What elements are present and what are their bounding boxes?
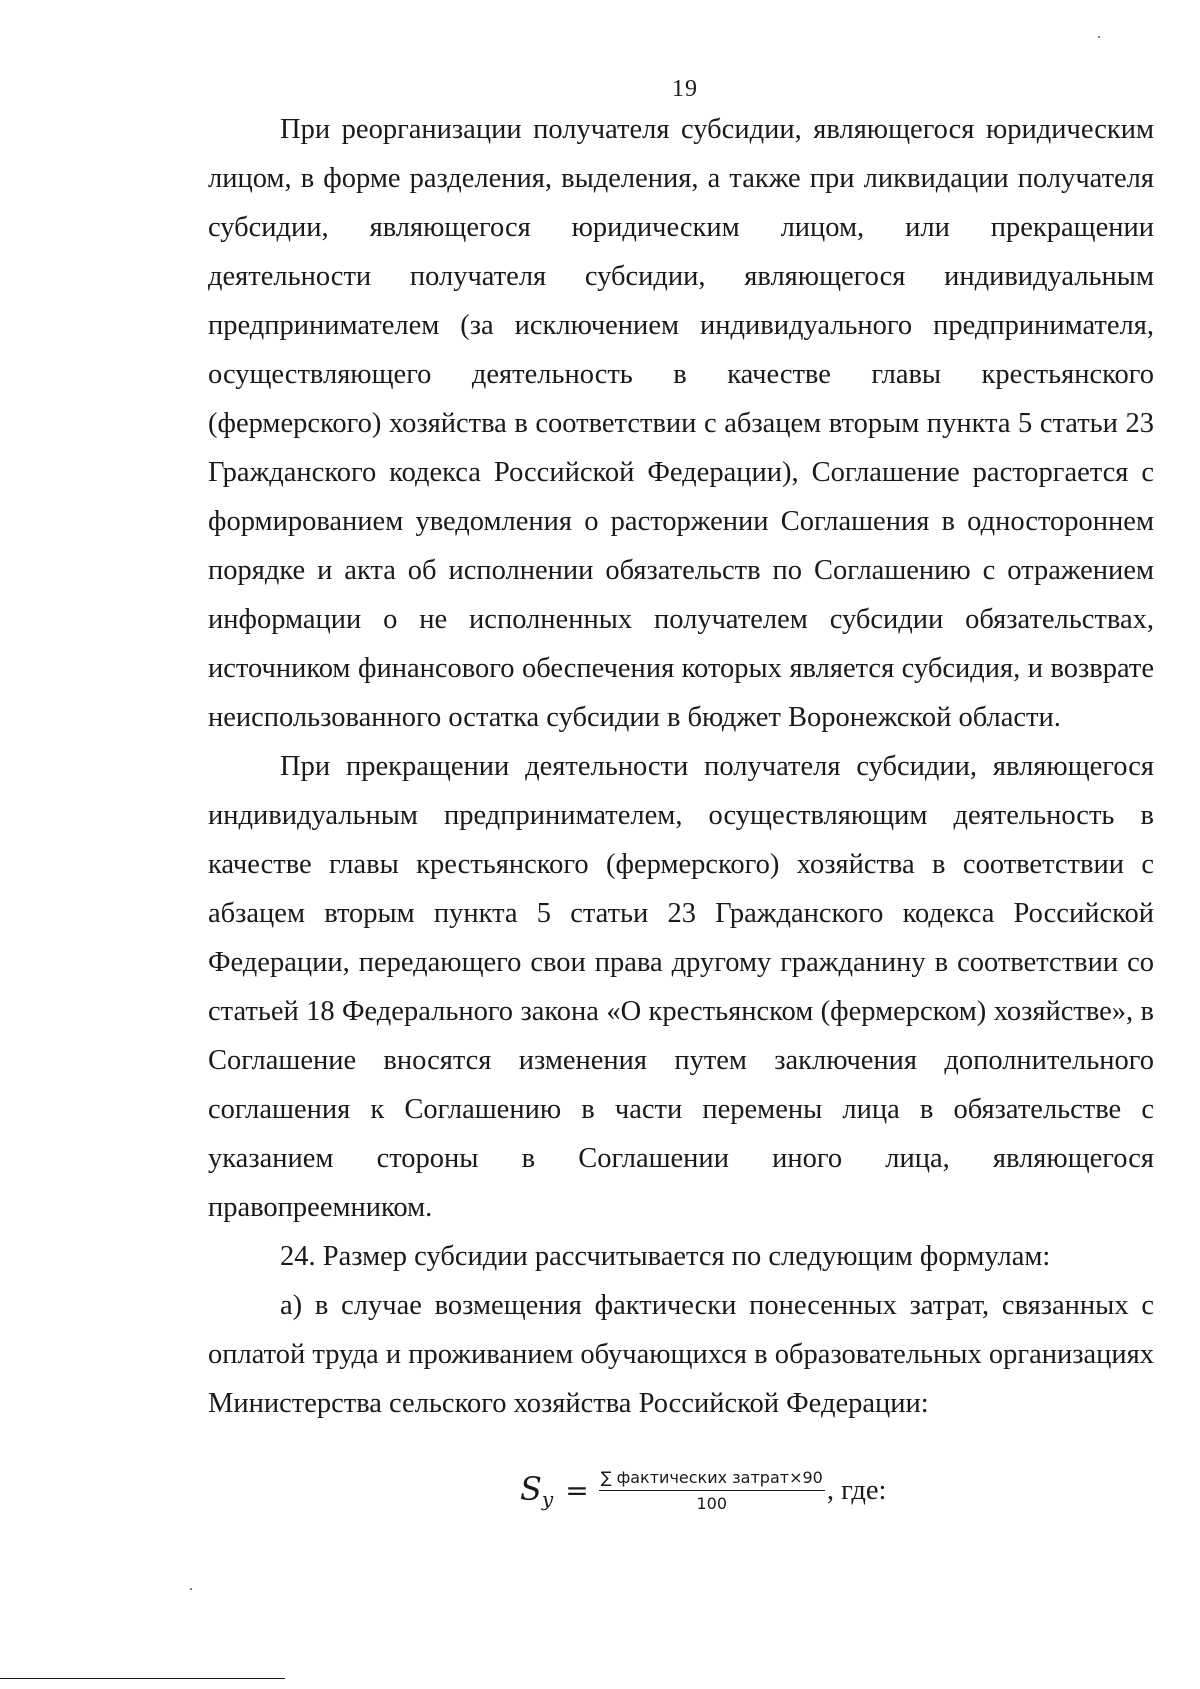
paragraph-item-24: 24. Размер субсидии рассчитывается по следующим формулам: [280, 1241, 1051, 1272]
scan-speck [190, 1588, 192, 1590]
paragraph-termination: При прекращении деятельности получателя субсидии, являющегося индивидуальным предпринимателем, осуществляющим деятельность в качестве главы крестьянского (фермерского) хозяйства в соответствии с абзацем вторым пункта 5 статьи 23 Гражданского кодекса Российской Федерации, передающего свои права другому гражданину в соответствии со статьей 18 Федерального закона «О крестьянском (фермерском) хозяйстве», в Соглашение вносятся изменения путем заключения дополнительного соглашения к Соглашению в части перемены лица в обязательстве с указанием стороны в Соглашении иного лица, являющегося правопреемником. [208, 751, 1154, 1223]
formula-fraction [599, 1468, 825, 1513]
document-body [208, 105, 1154, 1428]
formula-tail: , где: [826, 1474, 887, 1506]
formula-equals: = [565, 1474, 589, 1507]
formula-denominator: 100 [696, 1494, 728, 1513]
formula-subscript: y [541, 1487, 554, 1511]
page-number: 19 [672, 76, 698, 102]
paragraph-item-24a: а) в случае возмещения фактически понесенных затрат, связанных с оплатой труда и проживанием обучающихся в образовательных организациях Министерства сельского хозяйства Российской Федерации: [208, 1290, 1154, 1419]
paragraph-reorganization: При реорганизации получателя субсидии, являющегося юридическим лицом, в форме разделения, выделения, а также при ликвидации получателя субсидии, являющегося юридическим лицом, или прекращении деятельности получателя субсидии, являющегося индивидуальным предпринимателем (за исключением индивидуального предпринимателя, осуществляющего деятельность в качестве главы крестьянского (фермерского) хозяйства в соответствии с абзацем вторым пункта 5 статьи 23 Гражданского кодекса Российской Федерации), Соглашение расторгается с формированием уведомления о расторжении Соглашения в одностороннем порядке и акта об исполнении обязательств по Соглашению с отражением информации о не исполненных получателем субсидии обязательствах, источником финансового обеспечения которых является субсидия, и возврате неиспользованного остатка субсидии в бюджет Воронежской области. [208, 114, 1154, 733]
formula-symbol-letter: S [520, 1470, 542, 1508]
footnote-separator [0, 1678, 285, 1679]
scan-speck [1098, 36, 1100, 38]
subsidy-formula [520, 1468, 886, 1513]
formula-numerator: ∑ фактических затрат×90 [599, 1468, 825, 1491]
formula-symbol [520, 1470, 553, 1511]
